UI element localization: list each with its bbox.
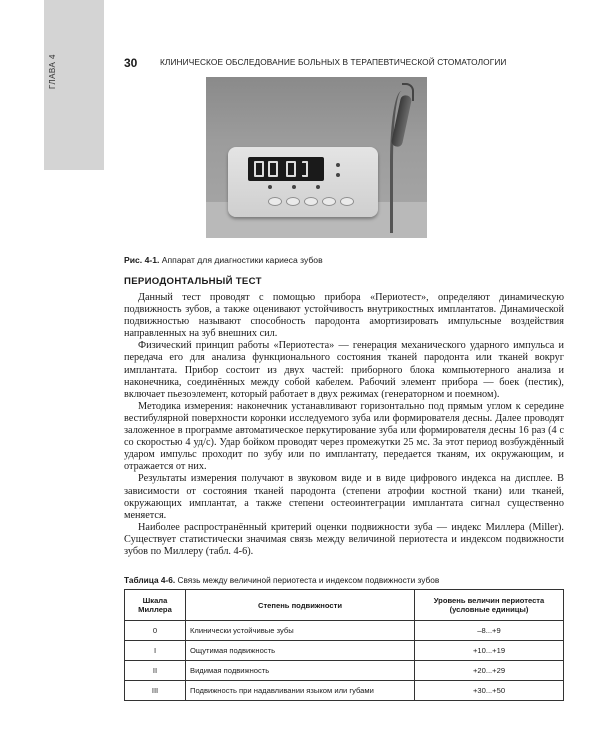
cell-mobility: Видимая подвижность: [186, 661, 415, 681]
table-row: [125, 641, 564, 661]
cell-periotest: –8...+9: [415, 621, 564, 641]
device-photo: [206, 77, 427, 238]
table-row: [125, 681, 564, 701]
paragraph: Данный тест проводят с помощью прибора «Периотест», определяют динамическую подвижность зубов, а также оценивают устойчивость внутрикостных имплантатов. Динамической подвижностью называют способность пародонта амортизировать импульсные воздействия направленных на зуб внешних сил.: [124, 292, 564, 340]
cell-mobility: Подвижность при надавливании языком или губами: [186, 681, 415, 701]
table-row: [125, 621, 564, 641]
cell-miller: I: [125, 641, 186, 661]
device-button: [304, 197, 318, 206]
page-header: [124, 56, 564, 70]
cell-periotest: +20...+29: [415, 661, 564, 681]
table-caption: [124, 575, 564, 585]
table-label: Таблица 4-6.: [124, 575, 176, 585]
column-header-periotest: Уровень величин периотеста (условные единицы): [415, 590, 564, 621]
section-title: ПЕРИОДОНТАЛЬНЫЙ ТЕСТ: [124, 276, 262, 287]
cell-mobility: Ощутимая подвижность: [186, 641, 415, 661]
column-header-mobility: Степень подвижности: [186, 590, 415, 621]
running-head: КЛИНИЧЕСКОЕ ОБСЛЕДОВАНИЕ БОЛЬНЫХ В ТЕРАПЕВТИЧЕСКОЙ СТОМАТОЛОГИИ: [160, 57, 507, 67]
paragraph: Наиболее распространённый критерий оценки подвижности зуба — индекс Миллера (Miller). Существует статистически значимая связь между величиной периотеста и индексом подвижности зубов по Миллеру (табл. 4-6).: [124, 521, 564, 557]
body-text: [124, 292, 564, 558]
table-row: [125, 661, 564, 681]
periotest-table: [124, 589, 564, 701]
figure-caption-text: Аппарат для диагностики кариеса зубов: [161, 255, 323, 265]
table-header-row: [125, 590, 564, 621]
cell-miller: III: [125, 681, 186, 701]
cell-mobility: Клинически устойчивые зубы: [186, 621, 415, 641]
device-button: [322, 197, 336, 206]
cell-miller: II: [125, 661, 186, 681]
figure-caption: [124, 255, 564, 265]
cell-periotest: +10...+19: [415, 641, 564, 661]
paragraph: Физический принцип работы «Периотеста» — генерация механического ударного импульса и передача его для анализа функционального состояния тканей пародонта или тканей вокруг имплантата. Прибор состоит из двух частей: приборного блока компьютерного анализа и наконечника, соединённых между собой кабелем. Рабочий элемент прибора — боек (пестик), включает пьезоэлемент, который работает в двух режимах (генераторном и поемном).: [124, 340, 564, 400]
device-button: [286, 197, 300, 206]
paragraph: Результаты измерения получают в звуковом виде и в виде цифрового индекса на дисплее. В зависимости от состояния тканей пародонта (степени атрофии костной ткани) или тканей, окружающих имплантат, а также степени остеоинтеграции имплантата сигнал существенно меняется.: [124, 473, 564, 521]
column-header-miller: Шкала Миллера: [125, 590, 186, 621]
chapter-tab-label: ГЛАВА 4: [48, 54, 57, 90]
probe-tip: [402, 83, 414, 101]
page-number: 30: [124, 56, 138, 70]
display-readout: [250, 157, 251, 158]
figure-label: Рис. 4-1.: [124, 255, 160, 265]
device-button: [340, 197, 354, 206]
device-button: [268, 197, 282, 206]
cell-periotest: +30...+50: [415, 681, 564, 701]
device-display: [248, 157, 324, 181]
paragraph: Методика измерения: наконечник устанавливают горизонтально под прямым углом к середине вестибулярной поверхности коронки исследуемого зуба или формирователя десны. Далее проводят заложенное в программе автоматическое перкутирование зуба или формирователя десны 16 раз (4 с со скоростью 4 уд/с). Удар бойком проводят через промежутки 25 мс. За этот период возбуждённый ударом импульс проходит по зубу или по имплантату, передается тканям, их окружающим, и отражается от них.: [124, 400, 564, 473]
diagnostic-device: [228, 147, 378, 217]
table-caption-text: Связь между величиной периотеста и индексом подвижности зубов: [177, 575, 440, 585]
cell-miller: 0: [125, 621, 186, 641]
